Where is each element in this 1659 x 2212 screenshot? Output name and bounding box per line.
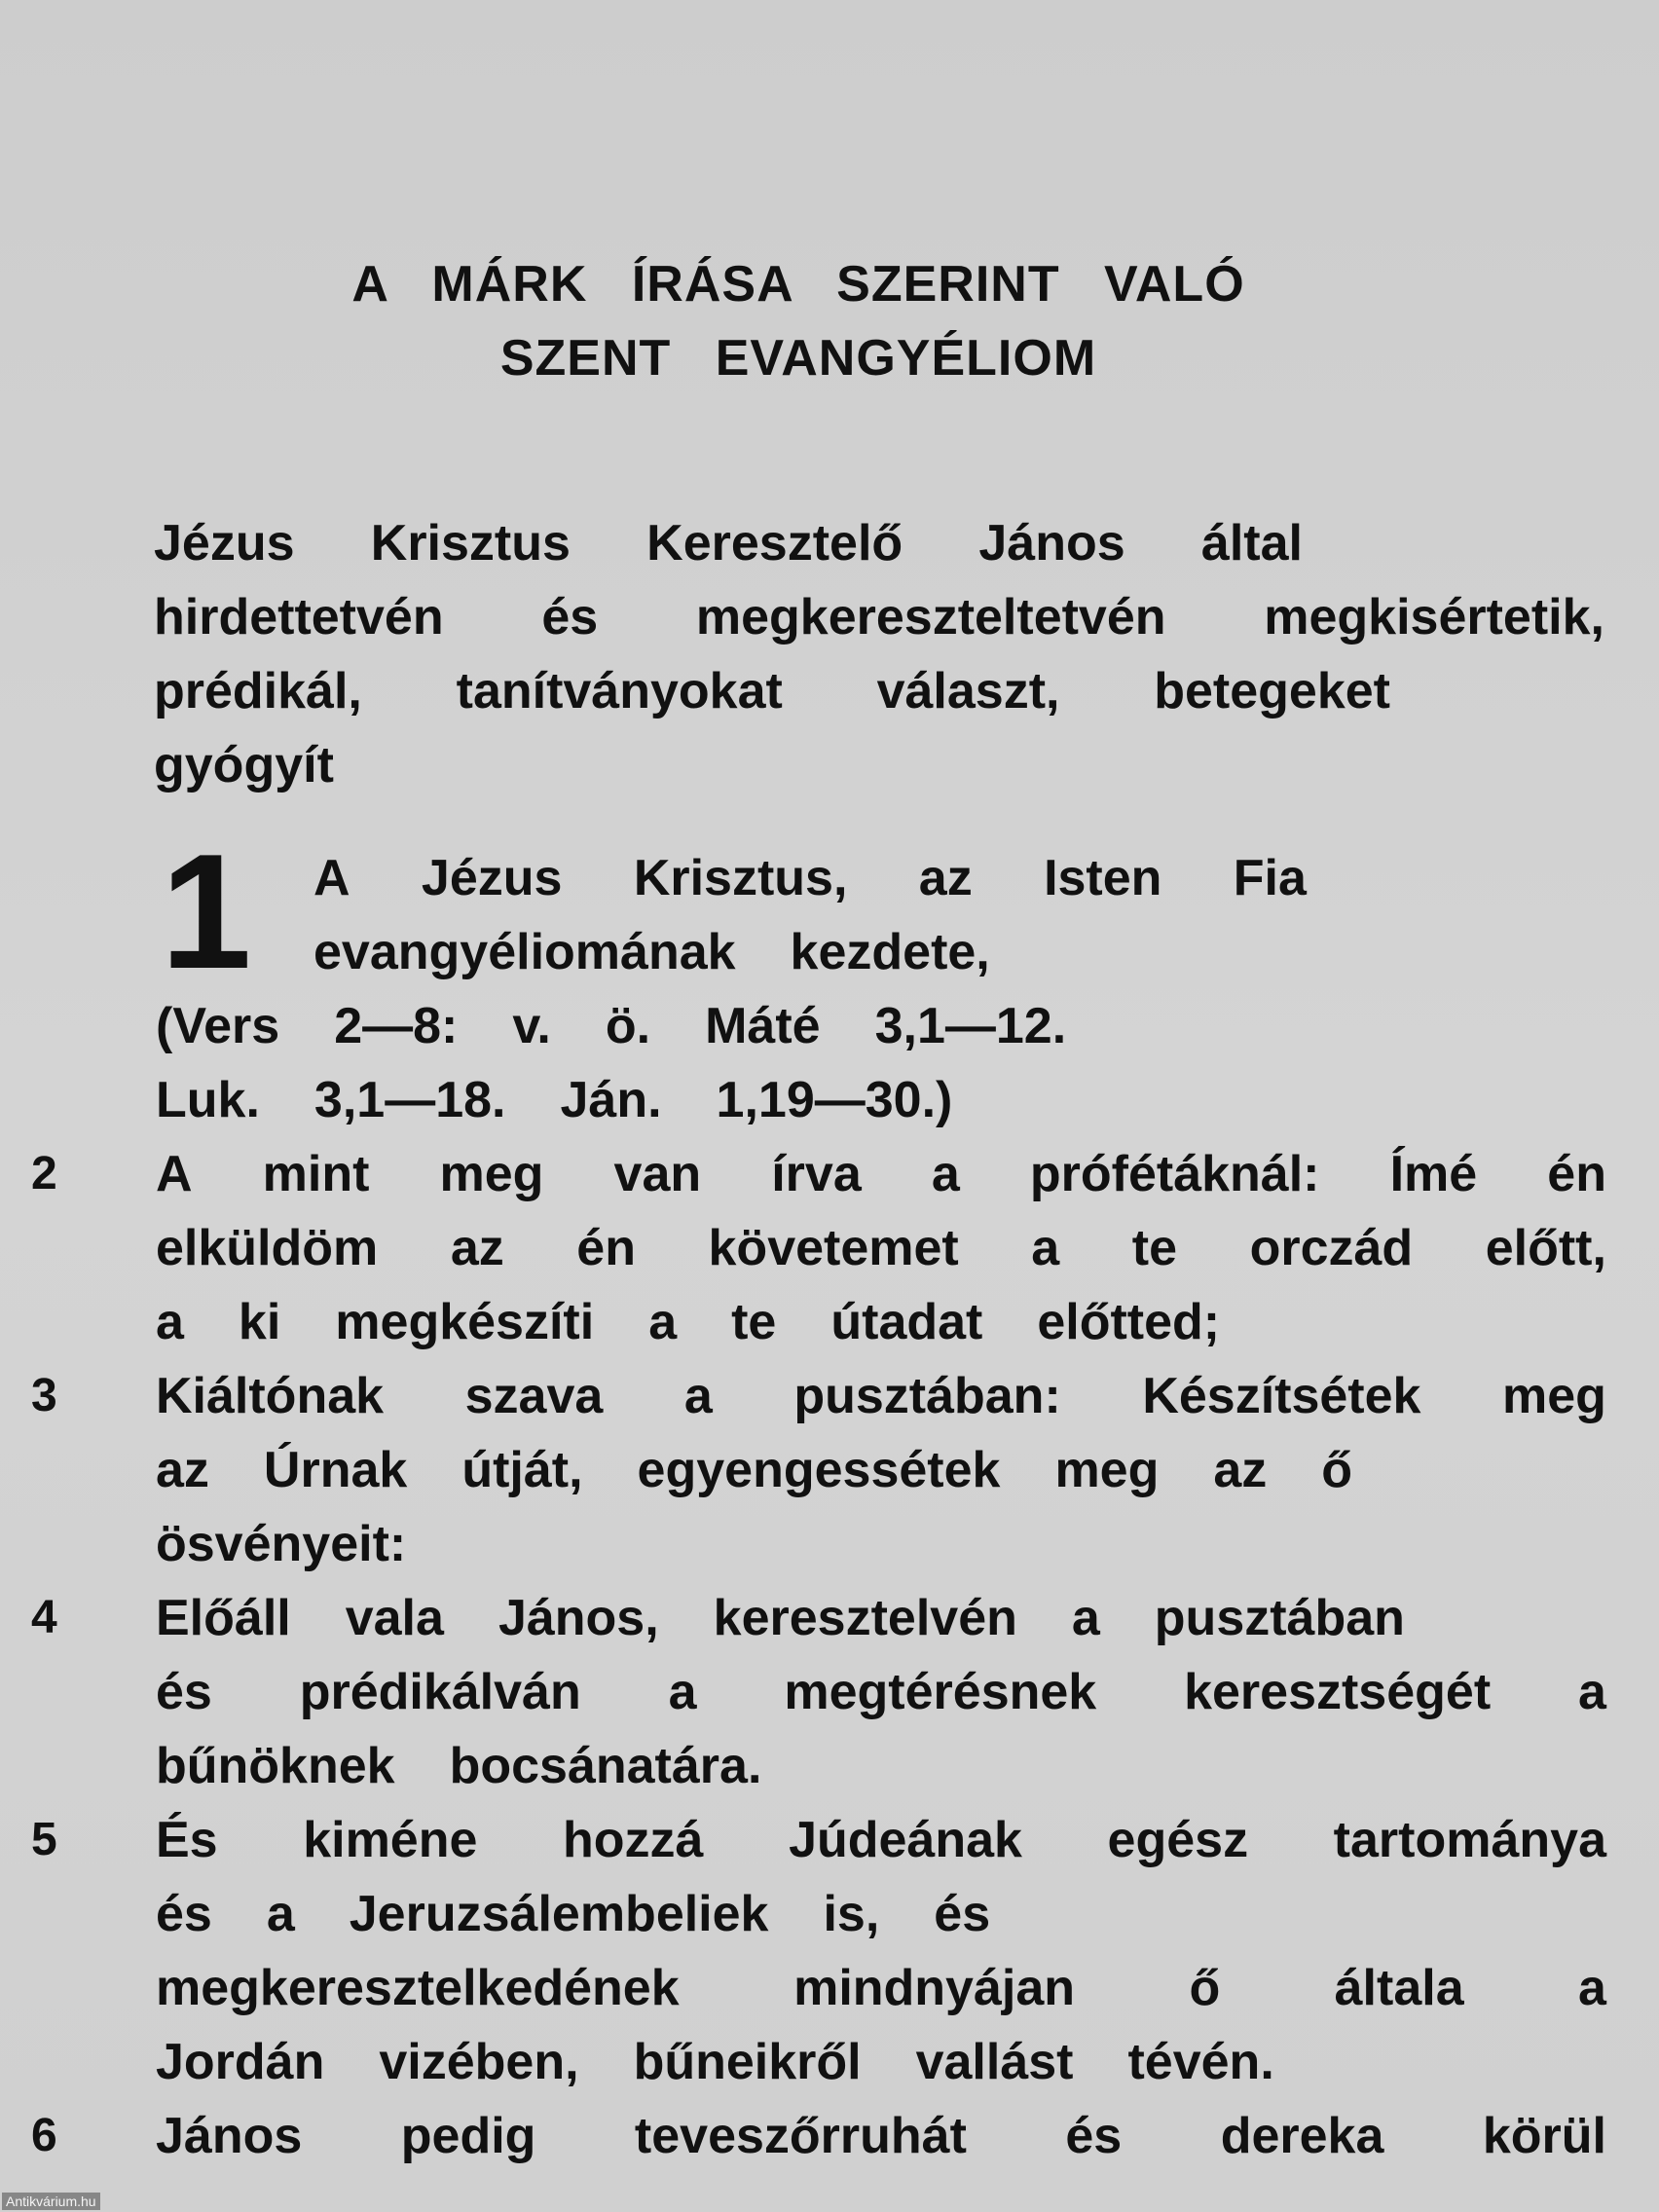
verse-line [156, 1655, 1606, 1729]
verse-line [156, 1211, 1606, 1285]
verse-text: Kiáltónak szava a pusztában: Készítsétek meg [156, 1368, 1606, 1424]
summary-line: prédikál, tanítványokat választ, betegeket [154, 663, 1390, 719]
verse-line [156, 2025, 1606, 2099]
verse-line [156, 1063, 1606, 1137]
verse-line [156, 1433, 1606, 1507]
chapter-number: 1 [161, 820, 252, 1003]
verse-1-line: A Jézus Krisztus, az Isten Fia [313, 850, 1307, 906]
verse-text: a ki megkészíti a te útadat előtted; [156, 1294, 1221, 1350]
verse-line [31, 1359, 1606, 1433]
verse-list [31, 989, 1606, 2173]
verse-number: 3 [31, 1370, 57, 1421]
verse-number: 2 [31, 1148, 57, 1199]
verse-line [156, 1877, 1606, 1951]
chapter-summary [154, 506, 1604, 802]
verse-line [31, 1803, 1606, 1877]
verse-number: 6 [31, 2110, 57, 2161]
verse-text: A mint meg van írva a prófétáknál: Ímé én [156, 1146, 1606, 1202]
verse-text: János pedig teveszőrruhát és dereka körül [156, 2108, 1606, 2164]
verse-text: ösvényeit: [156, 1516, 407, 1572]
verse-text: és prédikálván a megtérésnek keresztségét a [156, 1664, 1606, 1720]
verse-text: az Úrnak útját, egyengessétek meg az ő [156, 1442, 1353, 1498]
verse-text: (Vers 2—8: v. ö. Máté 3,1—12. [156, 998, 1067, 1054]
verse-line [31, 1137, 1606, 1211]
verse-line [156, 1285, 1606, 1359]
verse-number: 5 [31, 1814, 57, 1865]
verse-text: És kiméne hozzá Júdeának egész tartománya [156, 1812, 1606, 1868]
summary-line: hirdettetvén és megkereszteltetvén megkisértetik, [154, 589, 1604, 645]
summary-line: Jézus Krisztus Keresztelő János által [154, 515, 1303, 571]
verse-text: megkeresztelkedének mindnyájan ő általa a [156, 1960, 1606, 2016]
verse-text: Jordán vizében, bűneikről vallást tévén. [156, 2034, 1274, 2090]
verse-line [156, 1507, 1606, 1581]
verse-line [156, 989, 1606, 1063]
verse-line [156, 1729, 1606, 1803]
verse-line [31, 1581, 1606, 1655]
summary-line: gyógyít [154, 737, 334, 793]
watermark: Antikvárium.hu [2, 2193, 100, 2210]
verse-text: elküldöm az én követemet a te orczád előtt, [156, 1220, 1606, 1276]
verse-line [31, 2099, 1606, 2173]
verse-text: Előáll vala János, keresztelvén a pusztában [156, 1590, 1405, 1646]
verse-line [156, 1951, 1606, 2025]
gospel-title-line-1: A MÁRK ÍRÁSA SZERINT VALÓ [351, 256, 1245, 313]
verse-text: Luk. 3,1—18. Ján. 1,19—30.) [156, 1072, 953, 1128]
verse-number: 4 [31, 1592, 57, 1643]
verse-1-text [313, 841, 1307, 989]
verse-1-line: evangyéliomának kezdete, [313, 924, 990, 980]
verse-text: és a Jeruzsálembeliek is, és [156, 1886, 991, 1942]
gospel-title-line-2: SZENT EVANGYÉLIOM [499, 330, 1097, 387]
verse-text: bűnöknek bocsánatára. [156, 1738, 762, 1794]
